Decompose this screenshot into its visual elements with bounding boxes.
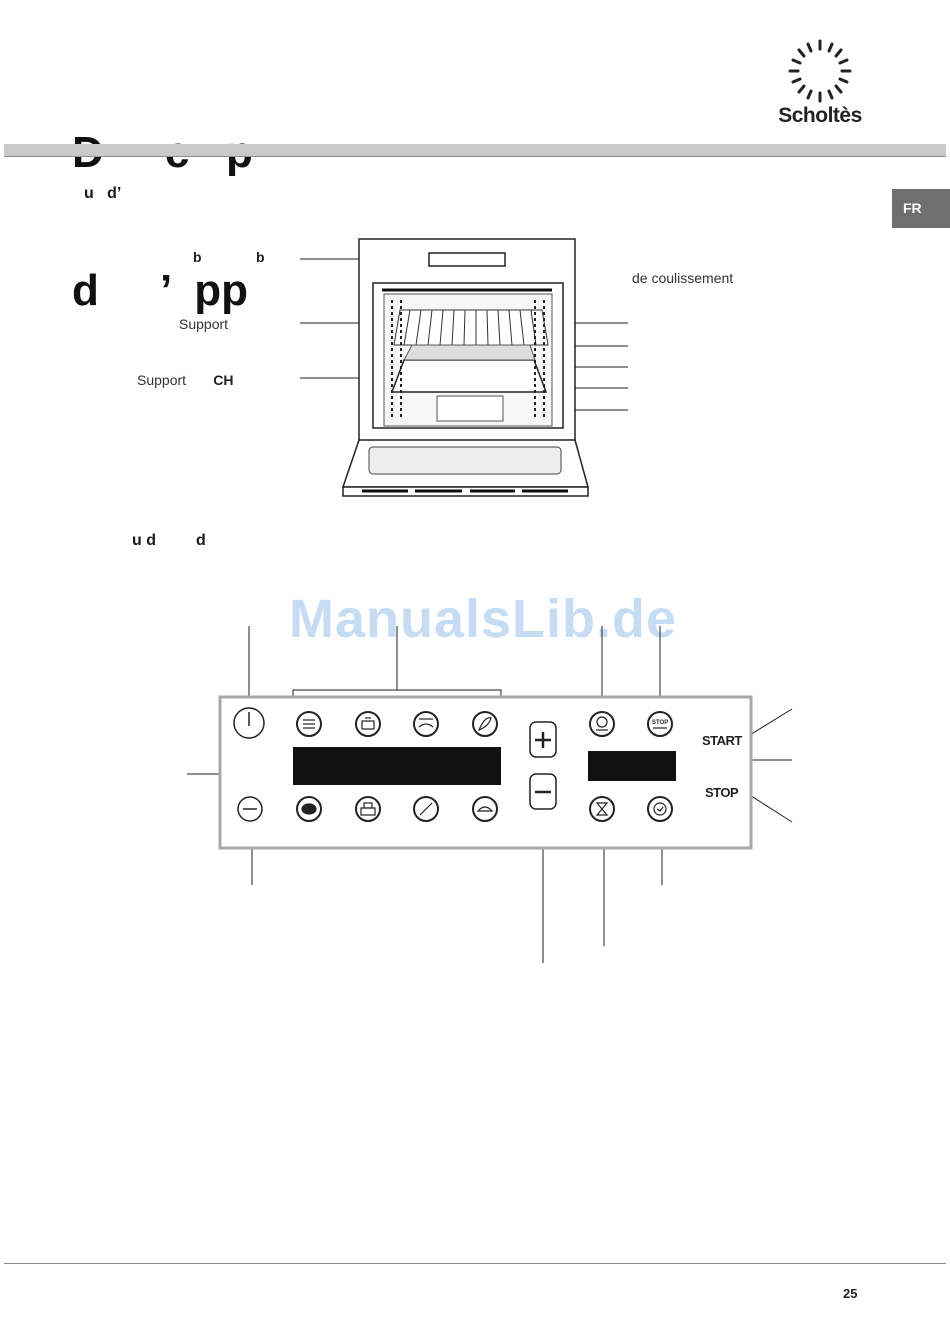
page-number: 25 [843,1286,858,1301]
bread-icon[interactable] [473,797,497,821]
oven-section-heading: u d’ [84,185,122,202]
minus-icon[interactable] [530,774,556,809]
plus-icon[interactable] [530,722,556,757]
main-display [293,747,501,785]
start-label: START [702,733,742,748]
language-tab[interactable]: FR [892,189,950,228]
title-line-2: d ’ pp [72,266,248,315]
panel-section-heading: u d d [132,532,206,549]
leaf-icon[interactable] [473,712,497,736]
oven-label-support-2: Support CH [137,372,234,388]
temperature-icon[interactable] [238,797,262,821]
power-icon[interactable] [234,708,264,738]
svg-text:STOP: STOP [652,720,669,726]
oven-label-support-1: Support [179,316,229,332]
stop-label: STOP [705,785,739,800]
cake-icon[interactable] [356,797,380,821]
oven-label-rails: de coulissement [632,270,734,286]
cooking-duration-icon[interactable] [590,712,614,736]
footer-divider [4,1263,946,1264]
brand-name: Scholtès [778,104,862,127]
pot-icon[interactable] [356,712,380,736]
clock-icon[interactable] [648,797,672,821]
watermark: ManualsLib.de [289,589,678,649]
oven-label-top: b b [193,249,265,265]
time-display [588,751,676,781]
